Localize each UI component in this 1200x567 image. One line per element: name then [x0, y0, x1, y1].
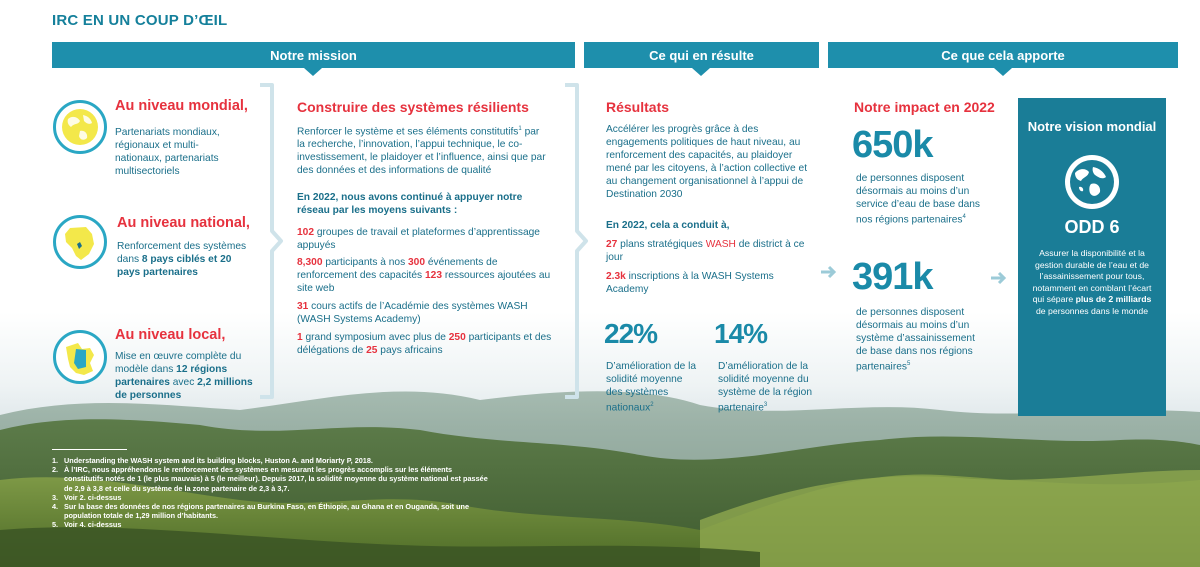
vision-odd: ODD 6 [1064, 217, 1120, 237]
results-stat-region-text: D’amélioration de la solidité moyenne du système de la région partenaire$^3$ [718, 361, 813, 414]
footnotes [52, 449, 492, 530]
level-global-title: Au niveau mondial, [115, 98, 248, 114]
results-stat-national-text: D’amélioration de la solidité moyenne des systèmes nationaux$^2$ [606, 361, 697, 414]
arrow-right-icon [990, 270, 1012, 286]
impact-stat-sanitation: 391k [852, 256, 933, 298]
results-led-to: En 2022, cela a conduit à, [606, 220, 730, 231]
impact-stat-sanitation-text: de personnes disposent désormais au moins d’un système d’assainissement de base dans nos régions partenaires$^5$ [856, 307, 975, 373]
footnote-item: 2. À l’IRC, nous appréhendons le renforcement des systèmes en mesurant les progrès accomplis sur les éléments constitutifs notés de 1 (le plus mauvais) à 5 (le meilleur). Depuis 2017, la solidité moyenne du système national est passée de 2,9 à 3,8 et celle du système de la zone partenaire de 2,3 à 3,7. [52, 465, 488, 493]
results-item: 27 plans stratégiques WASH de district à ce jour [606, 239, 805, 263]
mission-intro: Renforcer le système et ses éléments constitutifs$^1$ par la recherche, l’innovation, l’appui technique, le co-investissement, le plaidoyer et l’influence, ainsi que par des données et des informations de qualité [297, 126, 546, 177]
page-title: IRC EN UN COUP D’ŒIL [52, 12, 228, 29]
africa-map-icon [53, 215, 107, 269]
footnote-item: 3. Voir 2. ci-dessus [52, 492, 122, 502]
results-title: Résultats [606, 99, 670, 115]
mission-item: 8,300 participants à nos 300 événements de renforcement des capacités 123 ressources ajoutées au site web [297, 257, 551, 294]
footnote-divider [52, 449, 127, 450]
impact-stat-water: 650k [852, 124, 933, 166]
results-item: 2.3k inscriptions à la WASH Systems Academy [606, 271, 774, 295]
band-notre-mission: Notre mission [52, 42, 575, 68]
mission-item: 31 cours actifs de l’Académie des systèmes WASH (WASH Systems Academy) [297, 301, 528, 325]
footnote-item: 5. Voir 4. ci-dessus [52, 520, 122, 530]
band-ce-que-cela-apporte: Ce que cela apporte [828, 42, 1178, 68]
level-national-title: Au niveau national, [117, 215, 250, 231]
mission-continued: En 2022, nous avons continué à appuyer notre réseau par les moyens suivants : [297, 192, 523, 216]
impact-stat-water-text: de personnes disposent désormais au moins d’un service d’eau de base dans nos régions partenaires$^4$ [856, 173, 981, 226]
band-indicator [994, 68, 1012, 76]
level-local-text: Mise en œuvre complète du modèle dans 12 régions partenaires avec 2,2 millions de personnes [115, 351, 253, 401]
band-ce-qui-en-resulte: Ce qui en résulte [584, 42, 819, 68]
mission-title: Construire des systèmes résilients [297, 99, 529, 115]
footnote-item: 4. Sur la base des données de nos régions partenaires au Burkina Faso, en Éthiopie, au Ghana et en Ouganda, soit une population totale de 1,29 million d’habitants. [52, 502, 470, 521]
bracket-icon [258, 82, 284, 400]
arrow-right-icon [820, 264, 842, 280]
results-text: Accélérer les progrès grâce à des engagements politiques de haut niveau, au renforcement des capacités, au plaidoyer mené par les citoyens, à l’action collective et au changement organisationnel à l’appui de Destination 2030 [606, 124, 808, 200]
level-national-text: Renforcement des systèmes dans 8 pays ciblés et 20 pays partenaires [117, 241, 247, 278]
band-indicator [692, 68, 710, 76]
band-indicator [304, 68, 322, 76]
vision-text: Assurer la disponibilité et la gestion durable de l’eau et de l’assainissement pour tous, notamment en comblant l’écart qui sépare plus de 2 milliards de personnes dans le monde [1032, 248, 1152, 316]
impact-title: Notre impact en 2022 [854, 99, 995, 115]
mission-item: 102 groupes de travail et plateformes d’apprentissage appuyés [297, 227, 540, 251]
vision-panel [1018, 98, 1166, 416]
globe-icon [53, 100, 107, 154]
level-global-text: Partenariats mondiaux, régionaux et multi-nationaux, partenariats multisectoriels [115, 127, 220, 177]
region-map-icon [53, 330, 107, 384]
results-stat-national: 22% [604, 318, 658, 349]
footnote-item: 1. Understanding the WASH system and its building blocks, Huston A. and Moriarty P, 2018. [52, 456, 373, 465]
vision-title: Notre vision mondial [1027, 119, 1157, 134]
globe-icon [1063, 153, 1121, 211]
bracket-icon [563, 82, 589, 400]
results-stat-region: 14% [714, 318, 768, 349]
mission-item: 1 grand symposium avec plus de 250 participants et des délégations de 25 pays africains [297, 332, 552, 356]
level-local-title: Au niveau local, [115, 327, 226, 343]
